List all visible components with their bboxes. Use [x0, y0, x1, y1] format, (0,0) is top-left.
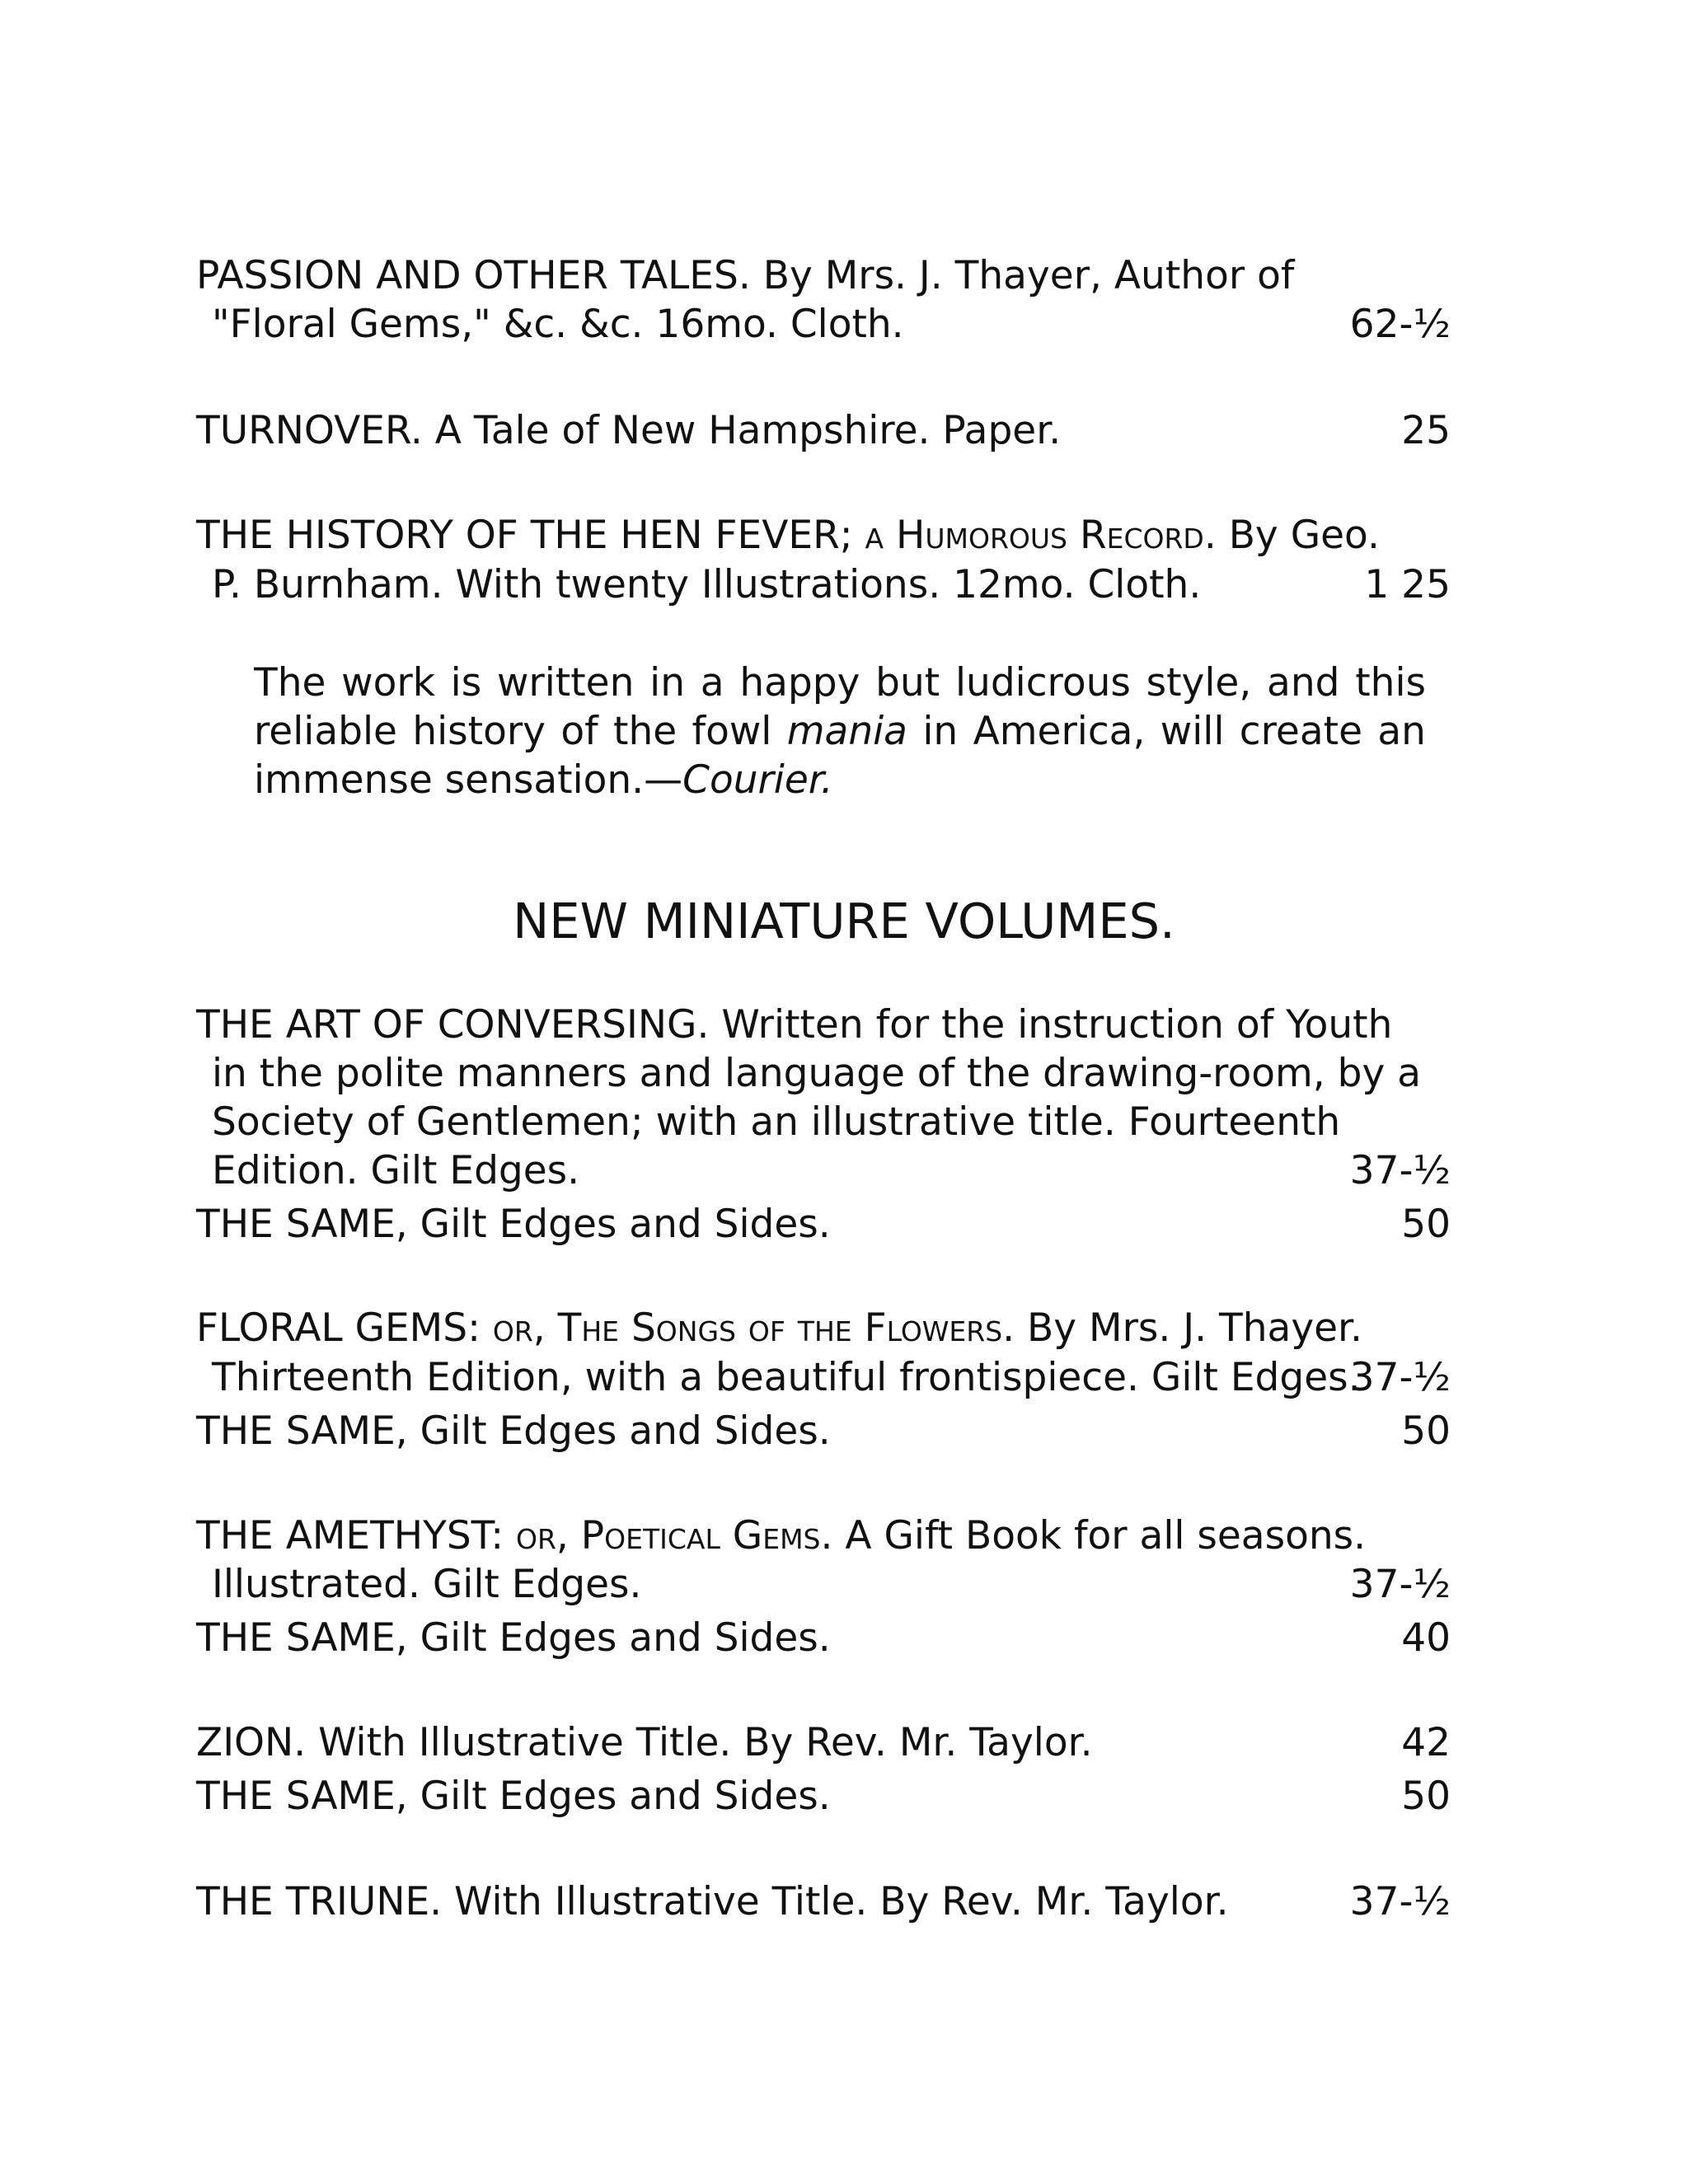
entry-amethyst-same	[0, 1612, 1688, 1665]
quote-emphasis: mania	[786, 709, 907, 754]
entry-text	[196, 509, 1380, 562]
entry-text: THE TRIUNE. With Illustrative Title. By Rev. Mr. Taylor.	[196, 1879, 1229, 1924]
entry-price: 62-½	[1349, 302, 1451, 347]
entry-price: 50	[1401, 1408, 1451, 1454]
entry-subtitle: or, Poetical Gems	[516, 1513, 821, 1558]
entry-text: P. Burnham. With twenty Illustrations. 12mo. Cloth.	[212, 562, 1202, 607]
entry-art-same	[0, 1198, 1688, 1251]
entry-text: Illustrated. Gilt Edges.	[212, 1562, 642, 1607]
entry-hen-fever-line-2	[0, 559, 1688, 612]
entry-text: THE SAME, Gilt Edges and Sides.	[196, 1408, 831, 1454]
entry-text: THE ART OF CONVERSING. Written for the instruction of Youth	[196, 1002, 1393, 1047]
review-quote	[254, 658, 1426, 804]
entry-triune	[0, 1876, 1688, 1929]
entry-title: THE HISTORY OF THE HEN FEVER;	[196, 513, 853, 558]
section-heading: NEW MINIATURE VOLUMES.	[513, 893, 1175, 949]
entry-price: 37-½	[1349, 1148, 1451, 1193]
entry-floral-line-2	[0, 1352, 1688, 1404]
entry-price: 40	[1401, 1615, 1451, 1661]
entry-price: 37-½	[1349, 1355, 1451, 1400]
entry-zion-same	[0, 1770, 1688, 1823]
entry-text: Edition. Gilt Edges.	[212, 1148, 580, 1193]
quote-line-2: reliable history of the fowl mania in America, will create an	[254, 709, 1426, 754]
entry-text: THE AMETHYST: or, Poetical Gems. A Gift Book for all seasons.	[196, 1513, 1367, 1558]
entry-text: ZION. With Illustrative Title. By Rev. Mr. Taylor.	[196, 1720, 1093, 1765]
entry-price: 50	[1401, 1774, 1451, 1819]
entry-amethyst-line-1	[0, 1510, 1688, 1563]
entry-text: TURNOVER. A Tale of New Hampshire. Paper.	[196, 408, 1062, 453]
entry-art-line-4	[0, 1145, 1688, 1197]
entry-price: 25	[1401, 408, 1451, 453]
entry-art-line-2	[0, 1047, 1688, 1100]
entry-passion-line-1	[0, 250, 1688, 302]
entry-price: 37-½	[1349, 1562, 1451, 1607]
entry-floral-same	[0, 1405, 1688, 1458]
entry-text: in the polite manners and language of the drawing-room, by a	[212, 1051, 1422, 1096]
quote-line-3: immense sensation.—Courier.	[254, 757, 833, 803]
entry-price: 50	[1401, 1202, 1451, 1247]
entry-art-line-1	[0, 999, 1688, 1052]
entry-subtitle: a Humorous Record	[865, 513, 1204, 558]
entry-hen-fever-line-1	[0, 509, 1688, 562]
entry-price: 1 25	[1364, 562, 1451, 607]
entry-turnover	[0, 405, 1688, 457]
entry-text: Society of Gentlemen; with an illustrative title. Fourteenth	[212, 1099, 1341, 1145]
entry-text: FLORAL GEMS: or, The Songs of the Flowers. By Mrs. J. Thayer.	[196, 1305, 1362, 1351]
entry-price: 42	[1401, 1720, 1451, 1765]
entry-art-line-3	[0, 1096, 1688, 1149]
entry-text: THE SAME, Gilt Edges and Sides.	[196, 1774, 831, 1819]
entry-text: THE SAME, Gilt Edges and Sides.	[196, 1202, 831, 1247]
entry-floral-line-1	[0, 1302, 1688, 1355]
entry-text: PASSION AND OTHER TALES. By Mrs. J. Thayer, Author of	[196, 253, 1295, 298]
entry-text: Thirteenth Edition, with a beautiful frontispiece. Gilt Edges.	[212, 1355, 1361, 1400]
entry-author: . By Geo.	[1203, 513, 1380, 558]
quote-source: Courier.	[682, 757, 833, 803]
entry-amethyst-line-2	[0, 1558, 1688, 1611]
quote-line-1: The work is written in a happy but ludicrous style, and this	[254, 660, 1426, 705]
entry-text: THE SAME, Gilt Edges and Sides.	[196, 1615, 831, 1661]
entry-zion	[0, 1717, 1688, 1769]
entry-price: 37-½	[1349, 1879, 1451, 1924]
entry-text: "Floral Gems," &c. &c. 16mo. Cloth.	[212, 302, 904, 347]
entry-passion-line-2	[0, 298, 1688, 351]
entry-subtitle: or, The Songs of the Flowers	[492, 1305, 1003, 1351]
